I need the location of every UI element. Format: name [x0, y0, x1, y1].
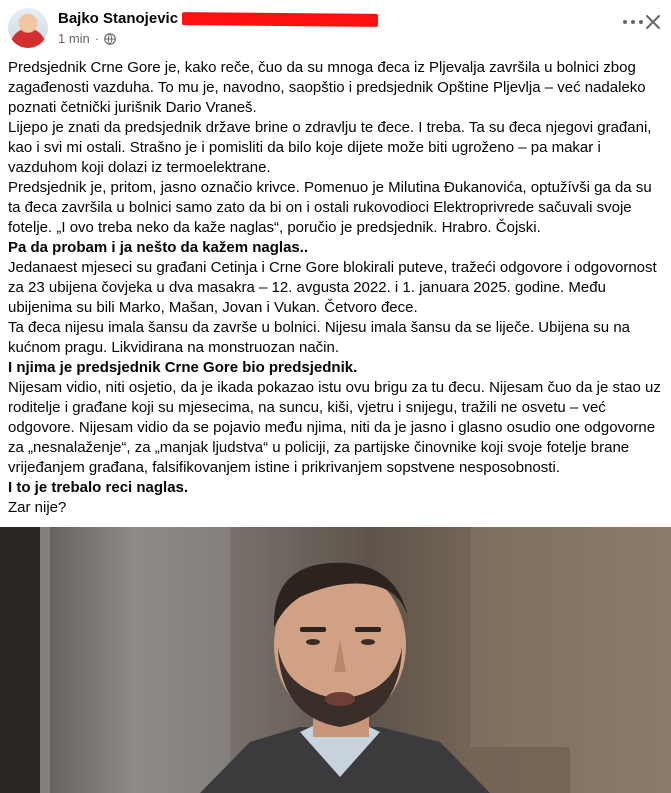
bold-text: I to je trebalo reci naglas.: [8, 479, 189, 496]
bold-text: Pa da probam i ja nešto da kažem naglas..: [8, 239, 309, 256]
avatar[interactable]: [8, 8, 48, 48]
post-header: [0, 0, 671, 56]
paragraph: Predsjednik Crne Gore je, kako reče, čuo da su mnoga đeca iz Pljevalja završila u bolnici zbog zagađenosti vazduha. To mu je, navodno, saopštio i predsjednik Opštine Pljevlja – već nadaleko poznati četnički jurišnik Dario Vraneš.: [8, 59, 646, 116]
post-meta: [58, 31, 116, 46]
man-portrait: [0, 527, 671, 793]
post-photo[interactable]: [0, 527, 671, 793]
paragraph: Zar nije?: [8, 499, 67, 516]
author-line: [58, 10, 378, 27]
meta-separator: ·: [94, 31, 100, 46]
bold-text: I njima je predsjednik Crne Gore bio predsjednik.: [8, 359, 358, 376]
paragraph: Predsjednik je, pritom, jasno označio krivce. Pomenuo je Milutina Đukanovića, optužívši ga da su ta đeca završila u bolnici samo zato da bi on i ostali rukovodioci Elektroprivrede sačuvali svoje fotelje. „I ovo treba neko da kaže naglas“, poručio je predsjednik. Hrabro. Čojski.: [8, 179, 652, 236]
paragraph: Ta đeca nijesu imala šansu da završe u bolnici. Nijesu imala šansu da se liječe. Ubijena su na kućnom pragu. Likvidirana na monstruozan način.: [8, 319, 631, 356]
post-body: [8, 58, 663, 518]
paragraph: Nijesam vidio, niti osjetio, da je ikada pokazao istu ovu brigu za tu đecu. Nijesam čuo da je stao uz roditelje i građane koji su mjesecima, na suncu, kiši, vjetru i snijegu, tražili ne osvetu – već odgovore. Nijesam vidio da se pojavio među njima, niti da je jasno i glasno osudio one odgovorne za „nesnalaženje“, za „manjak ljudstva“ u policiji, za partijske činovnike koji svoje fotelje brane vrijeđanjem građana, falsifikovanjem istine i prikrivanjem sopstvene nesposobnosti.: [8, 379, 661, 476]
author-name[interactable]: Bajko Stanojevic: [58, 10, 179, 27]
post-time[interactable]: 1 min: [58, 31, 90, 46]
paragraph-bold: [8, 478, 663, 498]
paragraph: Lijepo je znati da predsjednik države brine o zdravlju te đece. I treba. Ta su đeca njegovi građani, kao i svi mi ostali. Strašno je i pomisliti da bilo koje dijete može biti ugroženo – pa makar i vazduhom koji dolazi iz termoelektrane.: [8, 119, 652, 176]
paragraph-bold: [8, 238, 663, 258]
globe-icon: [104, 33, 116, 45]
paragraph-bold: [8, 358, 663, 378]
redaction-mark: [182, 12, 378, 27]
paragraph: Jedanaest mjeseci su građani Cetinja i Crne Gore blokirali puteve, tražeći odgovore i odgovornost za 23 ubijena čovjeka u dva masakra – 12. avgusta 2022. i 1. januara 2025. godine. Među ubijenima su bili Marko, Mašan, Jovan i Vukan. Četvoro đece.: [8, 259, 657, 316]
close-icon[interactable]: [641, 10, 665, 34]
